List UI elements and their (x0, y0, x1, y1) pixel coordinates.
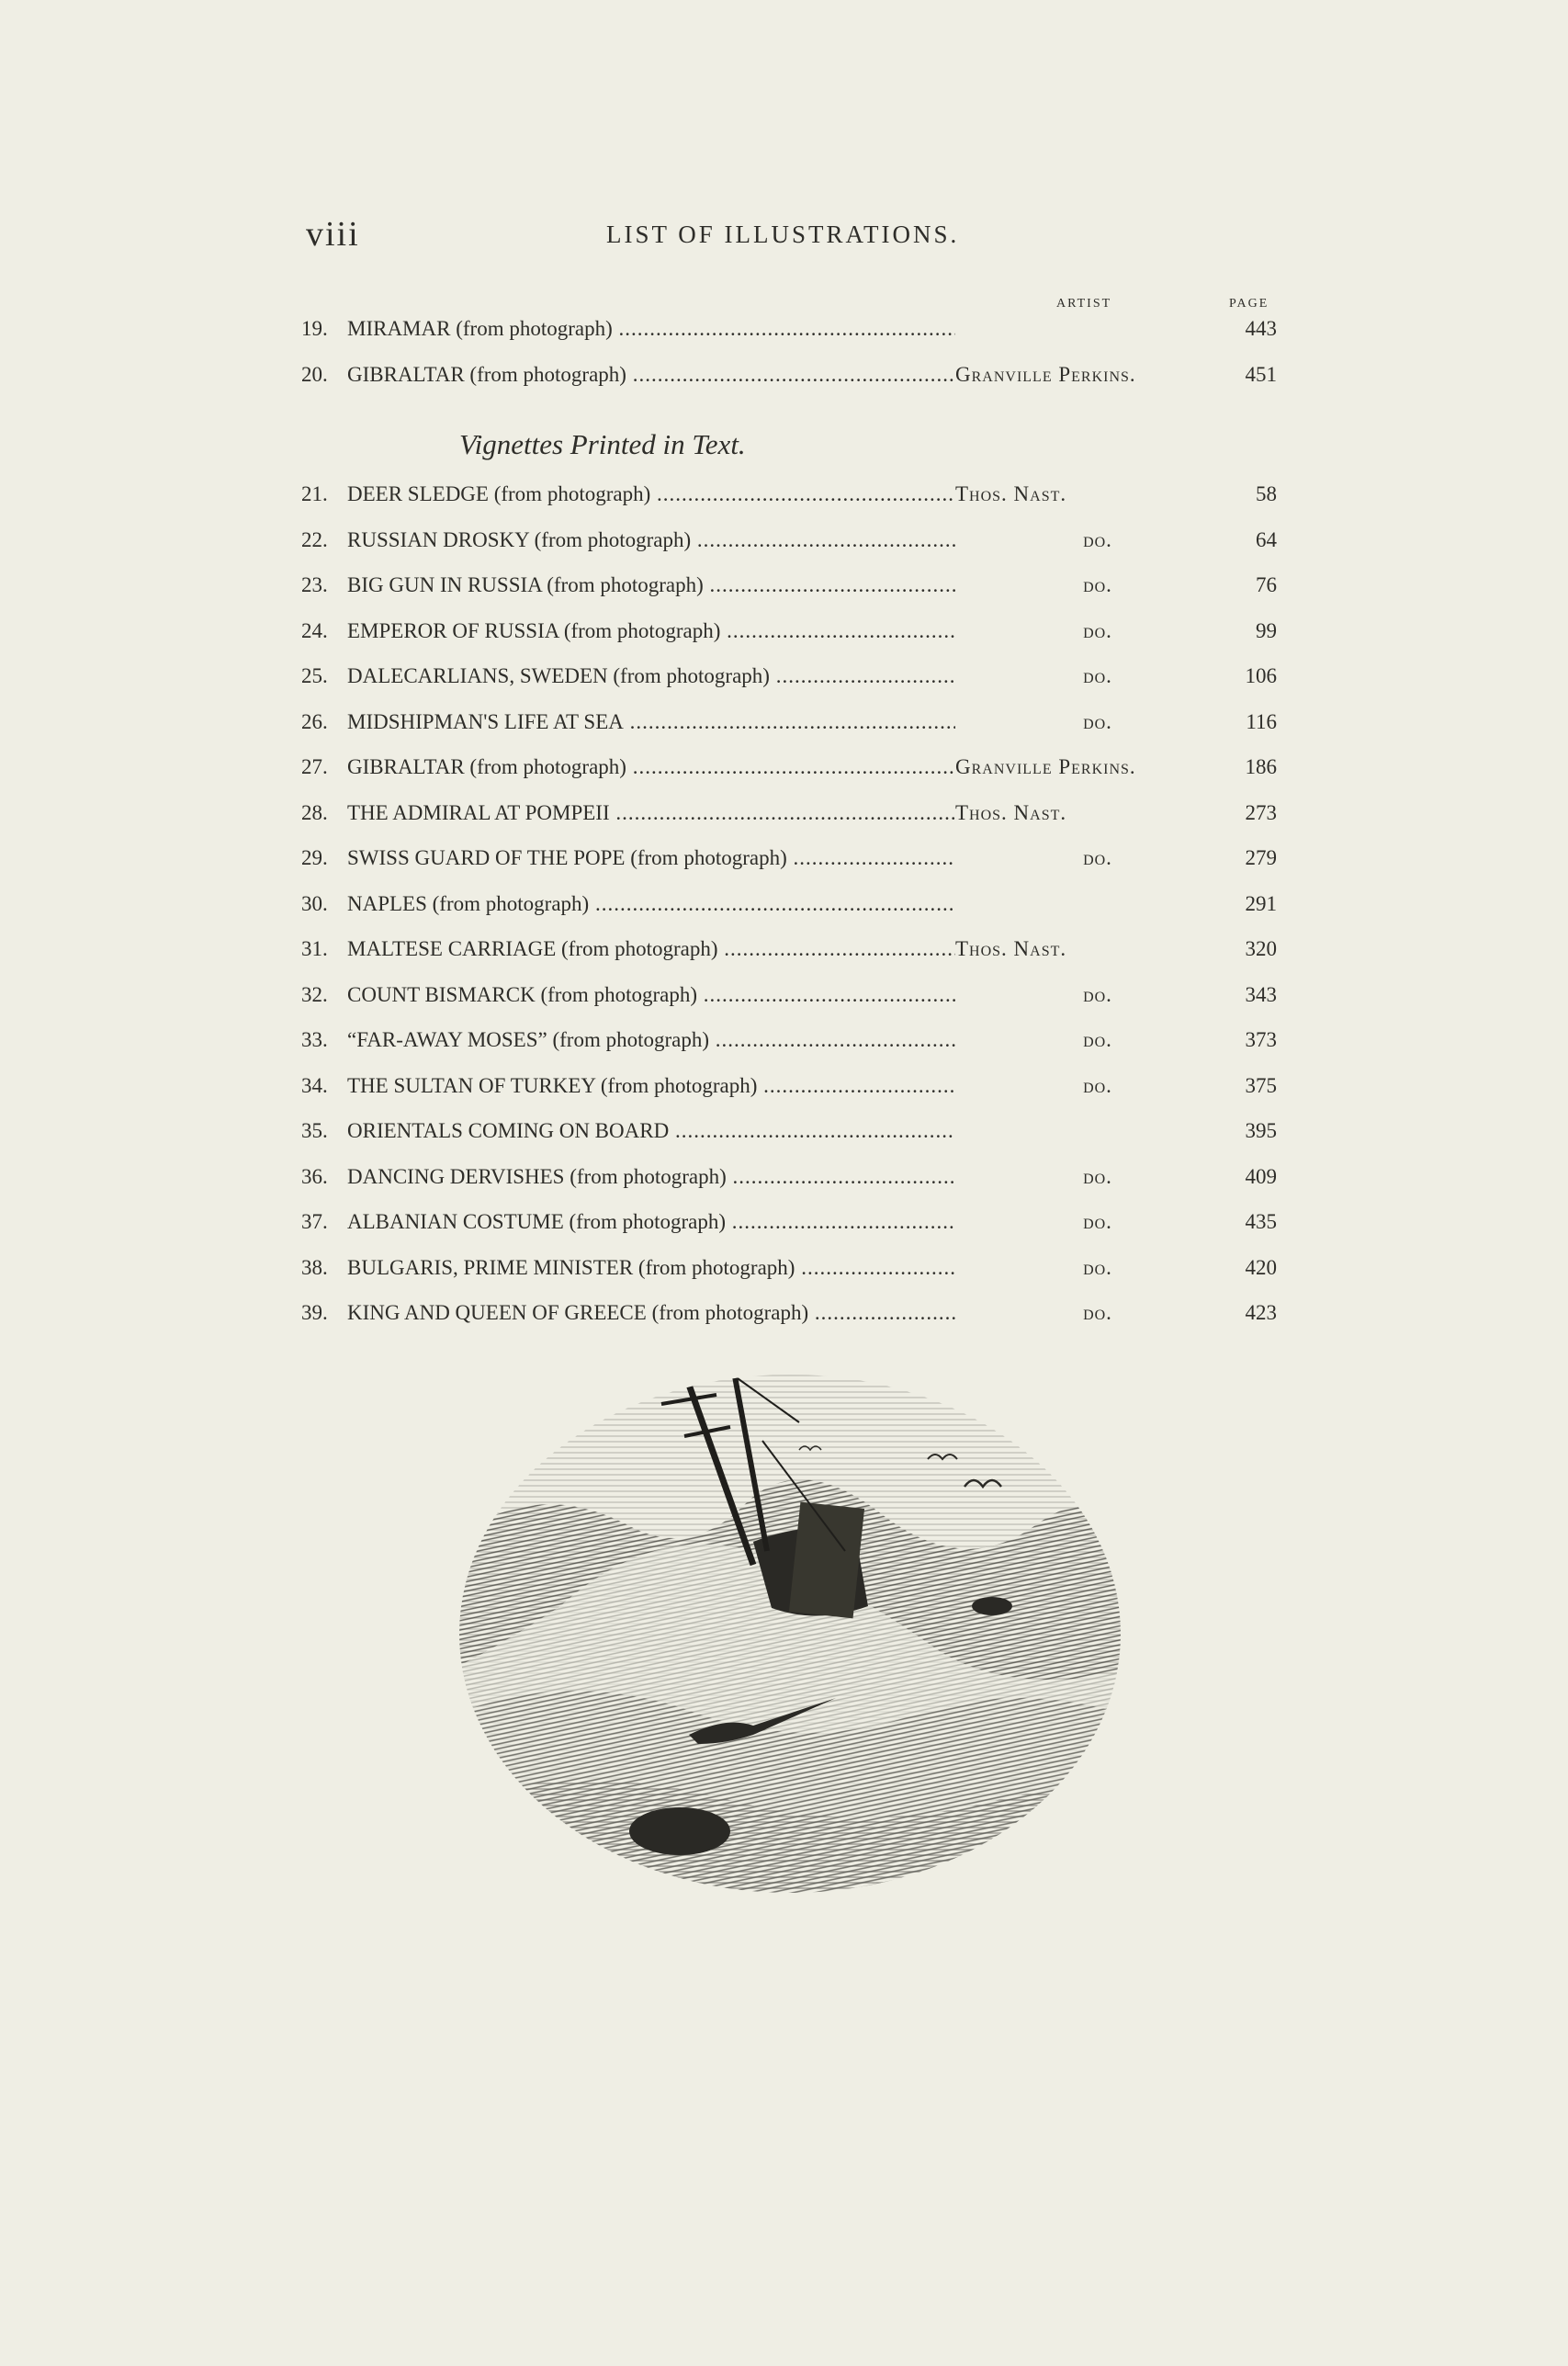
entry-title: THE SULTAN OF TURKEY (from photograph) ..... (347, 1068, 955, 1104)
entry-title: DANCING DERVISHES (from photograph) ..... (347, 1159, 955, 1195)
entry-number: 28. (301, 800, 328, 824)
shipwreck-engraving-icon (450, 1367, 1130, 1900)
entry-number: 35. (301, 1119, 328, 1142)
entry-artist: Thos. Nast. (955, 800, 1067, 824)
entry-artist: do. (1083, 1164, 1112, 1188)
list-item (0, 658, 1568, 695)
entry-number: 20. (301, 363, 328, 386)
entry-page: 273 (1245, 800, 1277, 824)
entry-number: 27. (301, 755, 328, 778)
entry-title: COUNT BISMARCK (from photograph) ..... (347, 977, 955, 1013)
entry-page: 451 (1245, 363, 1277, 386)
entry-page: 186 (1245, 755, 1277, 778)
list-item (0, 1022, 1568, 1058)
entry-page: 375 (1245, 1073, 1277, 1097)
entry-number: 19. (301, 317, 328, 340)
entry-artist: Granville Perkins. (955, 755, 1136, 778)
entry-title: KING AND QUEEN OF GREECE (from photograph) ..... (347, 1295, 955, 1331)
running-head: LIST OF ILLUSTRATIONS. (606, 221, 960, 248)
entry-page: 279 (1245, 846, 1277, 869)
entry-page: 423 (1245, 1301, 1277, 1324)
entry-page: 409 (1245, 1164, 1277, 1188)
entry-title: THE ADMIRAL AT POMPEII ..... (347, 795, 955, 832)
entry-page: 58 (1256, 482, 1277, 505)
list-item (0, 1295, 1568, 1331)
entry-artist: do. (1083, 1301, 1112, 1324)
entry-artist: Thos. Nast. (955, 937, 1067, 960)
entry-number: 29. (301, 846, 328, 869)
entry-artist: do. (1083, 982, 1112, 1006)
entry-number: 21. (301, 482, 328, 505)
entry-number: 25. (301, 664, 328, 687)
entry-artist: do. (1083, 664, 1112, 687)
list-item (0, 522, 1568, 559)
entry-number: 37. (301, 1210, 328, 1233)
list-item (0, 795, 1568, 832)
entry-title: MALTESE CARRIAGE (from photograph) ..... (347, 931, 955, 968)
entry-page: 116 (1246, 709, 1277, 733)
entry-title: EMPEROR OF RUSSIA (from photograph) ..... (347, 613, 955, 650)
entry-title: DEER SLEDGE (from photograph) ..... (347, 476, 955, 513)
entry-page: 443 (1245, 317, 1277, 340)
entry-page: 435 (1245, 1210, 1277, 1233)
entry-title: ALBANIAN COSTUME (from photograph) ..... (347, 1204, 955, 1240)
entry-artist: do. (1083, 618, 1112, 642)
list-item (0, 704, 1568, 741)
entry-artist: do. (1083, 1073, 1112, 1097)
list-item (0, 1250, 1568, 1286)
entry-number: 39. (301, 1301, 328, 1324)
entry-page: 64 (1256, 527, 1277, 551)
entry-number: 24. (301, 618, 328, 642)
entry-artist: Granville Perkins. (955, 363, 1136, 386)
entry-title: MIDSHIPMAN'S LIFE AT SEA ..... (347, 704, 955, 741)
entry-page: 76 (1256, 573, 1277, 596)
entry-title: DALECARLIANS, SWEDEN (from photograph) ..... (347, 658, 955, 695)
list-item (0, 931, 1568, 968)
entry-number: 34. (301, 1073, 328, 1097)
entry-title: RUSSIAN DROSKY (from photograph) ..... (347, 522, 955, 559)
entry-title: ORIENTALS COMING ON BOARD ..... (347, 1113, 955, 1149)
list-item (0, 1204, 1568, 1240)
list-item (0, 1159, 1568, 1195)
entry-number: 36. (301, 1164, 328, 1188)
entry-title: NAPLES (from photograph) ..... (347, 886, 955, 923)
entry-page: 320 (1245, 937, 1277, 960)
list-item (0, 311, 1568, 347)
entry-number: 22. (301, 527, 328, 551)
entry-artist: do. (1083, 1255, 1112, 1279)
entry-artist: do. (1083, 709, 1112, 733)
entry-artist: do. (1083, 1028, 1112, 1051)
entry-title: SWISS GUARD OF THE POPE (from photograph) ..... (347, 840, 955, 877)
page-column-header: PAGE (1229, 297, 1269, 311)
entry-number: 33. (301, 1028, 328, 1051)
entry-title: GIBRALTAR (from photograph) ..... (347, 749, 955, 786)
list-item (0, 357, 1568, 393)
list-item (0, 613, 1568, 650)
list-item (0, 476, 1568, 513)
entry-number: 23. (301, 573, 328, 596)
list-item (0, 886, 1568, 923)
list-item (0, 1113, 1568, 1149)
entry-title: “FAR-AWAY MOSES” (from photograph) ..... (347, 1022, 955, 1058)
artist-column-header: ARTIST (1056, 297, 1112, 311)
entry-page: 343 (1245, 982, 1277, 1006)
entry-page: 291 (1245, 891, 1277, 915)
list-item (0, 977, 1568, 1013)
entry-artist: do. (1083, 527, 1112, 551)
entry-title: BIG GUN IN RUSSIA (from photograph) ..... (347, 567, 955, 604)
page-number: viii (306, 215, 360, 254)
list-item (0, 567, 1568, 604)
entry-artist: Thos. Nast. (955, 482, 1067, 505)
entry-title: BULGARIS, PRIME MINISTER (from photograph) ..... (347, 1250, 955, 1286)
entry-number: 32. (301, 982, 328, 1006)
entry-page: 99 (1256, 618, 1277, 642)
list-item (0, 1068, 1568, 1104)
entry-artist: do. (1083, 573, 1112, 596)
entry-number: 30. (301, 891, 328, 915)
entry-title: MIRAMAR (from photograph) ..... (347, 311, 955, 347)
entry-number: 26. (301, 709, 328, 733)
entry-page: 420 (1245, 1255, 1277, 1279)
entry-page: 373 (1245, 1028, 1277, 1051)
entry-artist: do. (1083, 846, 1112, 869)
list-item (0, 749, 1568, 786)
section-title: Vignettes Printed in Text. (459, 428, 746, 460)
list-item (0, 840, 1568, 877)
entry-page: 395 (1245, 1119, 1277, 1142)
entry-number: 31. (301, 937, 328, 960)
entry-number: 38. (301, 1255, 328, 1279)
entry-artist: do. (1083, 1210, 1112, 1233)
entry-title: GIBRALTAR (from photograph) ..... (347, 357, 955, 393)
entry-page: 106 (1245, 664, 1277, 687)
